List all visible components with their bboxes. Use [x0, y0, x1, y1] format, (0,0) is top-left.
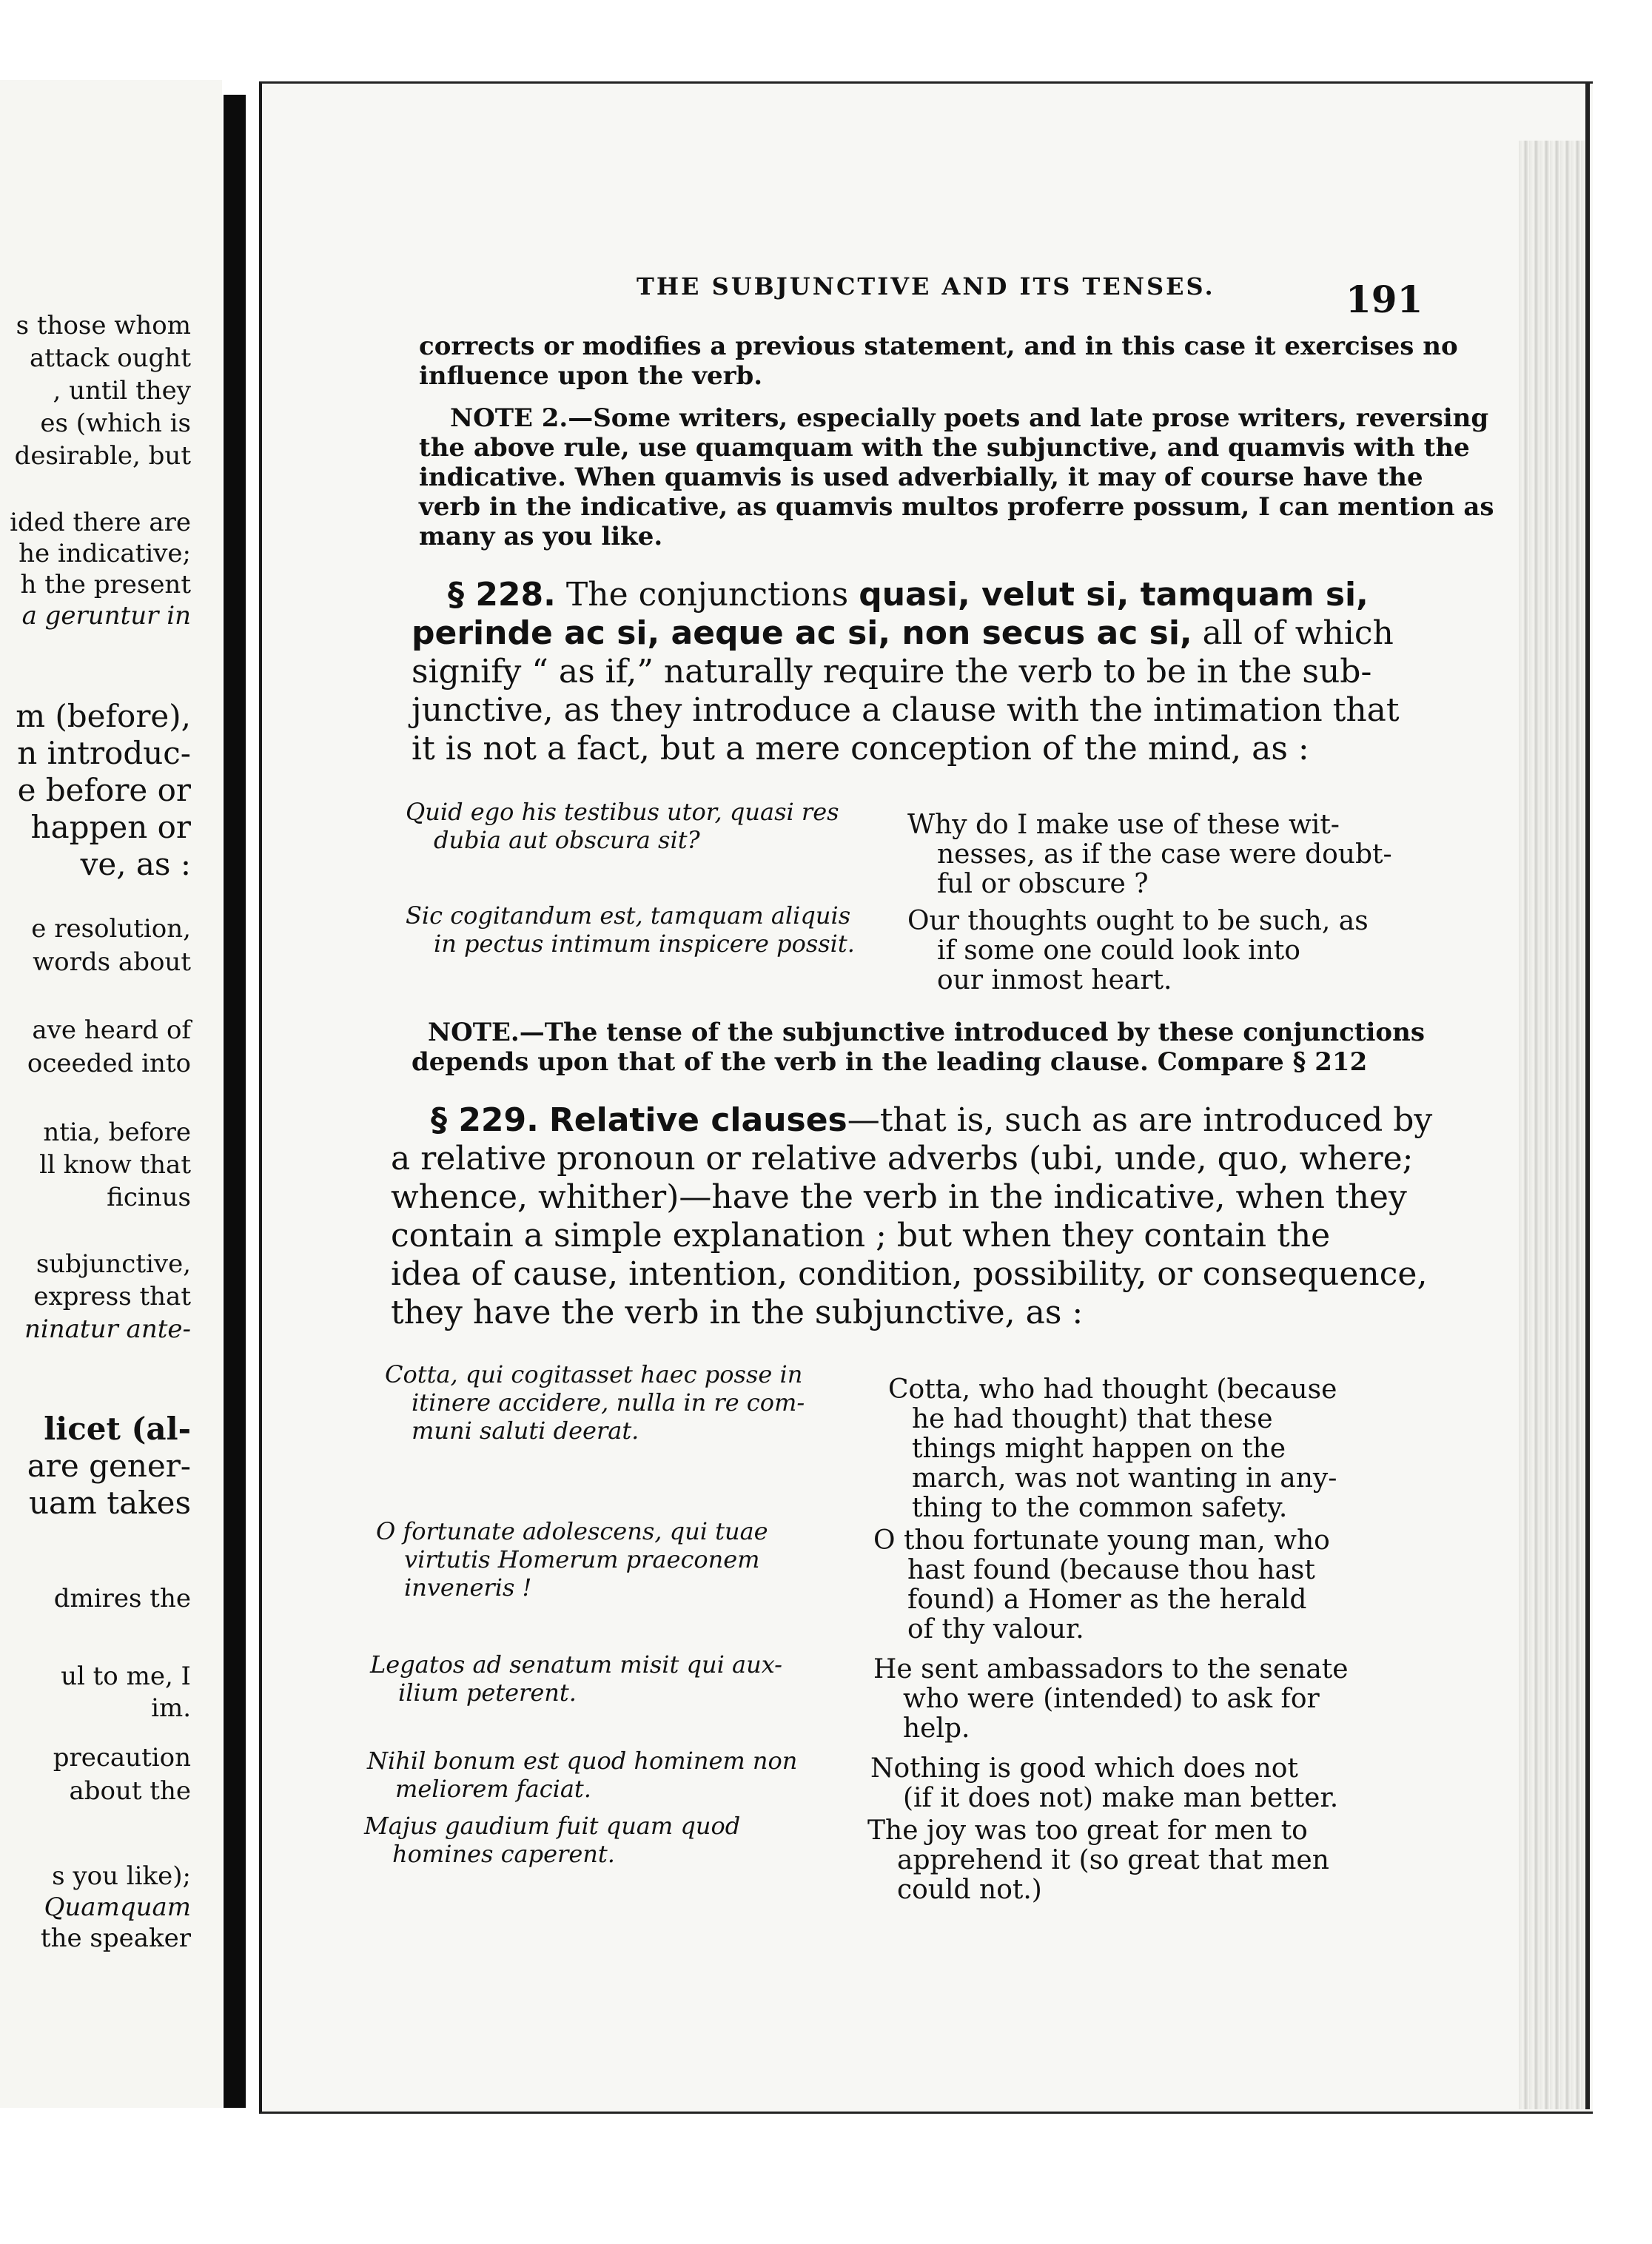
- example-latin: inveneris !: [404, 1573, 532, 1602]
- left-line: happen or: [30, 809, 191, 845]
- example-english: thing to the common safety.: [912, 1493, 1288, 1523]
- left-line: ul to me, I: [61, 1662, 191, 1691]
- example-english: O thou fortunate young man, who: [873, 1525, 1330, 1556]
- left-line: ninatur ante-: [24, 1314, 191, 1344]
- left-line: e resolution,: [31, 914, 191, 944]
- note2-line: NOTE 2.—Some writers, especially poets and late prose writers, reversing: [450, 403, 1489, 433]
- section-228-terms: perinde ac si, aeque ac si, non secus ac si,: [412, 614, 1192, 652]
- note2-line: indicative. When quamvis is used adverbially, it may of course have the: [419, 463, 1423, 492]
- page-edges: [1519, 141, 1590, 2109]
- left-line: about the: [69, 1776, 191, 1806]
- example-latin: dubia aut obscura sit?: [434, 826, 700, 854]
- left-line: ficinus: [107, 1183, 191, 1212]
- note2-line: many as you like.: [419, 522, 663, 551]
- intro-line: influence upon the verb.: [419, 361, 763, 391]
- example-latin: Sic cogitandum est, tamquam aliquis: [406, 901, 851, 930]
- section-229-line: contain a simple explanation ; but when they contain the: [391, 1217, 1331, 1254]
- example-latin: virtutis Homerum praeconem: [404, 1545, 760, 1573]
- left-line: express that: [33, 1282, 191, 1311]
- left-facing-page: [0, 80, 222, 2108]
- left-line: uam takes: [28, 1485, 191, 1521]
- section-228-lead: The conjunctions: [565, 576, 849, 614]
- left-line: m (before),: [16, 698, 191, 734]
- left-line: im.: [151, 1693, 191, 1723]
- left-line: attack ought: [29, 343, 191, 373]
- left-line: precaution: [53, 1743, 191, 1773]
- example-english: The joy was too great for men to: [867, 1815, 1308, 1846]
- section-229-line: they have the verb in the subjunctive, as :: [391, 1294, 1084, 1331]
- left-line: es (which is: [40, 409, 191, 438]
- example-english: of thy valour.: [907, 1614, 1084, 1645]
- left-line: subjunctive,: [36, 1249, 191, 1279]
- example-english: things might happen on the: [912, 1434, 1286, 1464]
- left-line: licet (al-: [44, 1411, 191, 1447]
- example-latin: Majus gaudium fuit quam quod: [364, 1812, 741, 1840]
- left-line: ve, as :: [80, 846, 191, 882]
- left-line: oceeded into: [27, 1049, 191, 1078]
- section-228-number: § 228.: [448, 576, 556, 614]
- example-english: march, was not wanting in any-: [912, 1463, 1337, 1494]
- left-line: ll know that: [39, 1150, 191, 1180]
- example-latin: Cotta, qui cogitasset haec posse in: [385, 1360, 803, 1388]
- section-228-line: it is not a fact, but a mere conception of the mind, as :: [412, 730, 1309, 767]
- example-english: nesses, as if the case were doubt-: [937, 839, 1392, 870]
- example-latin: Nihil bonum est quod hominem non: [367, 1747, 798, 1775]
- example-latin: homines caperent.: [392, 1840, 615, 1868]
- left-line: are gener-: [27, 1448, 191, 1484]
- example-english: found) a Homer as the herald: [907, 1585, 1307, 1615]
- example-english: hast found (because thou hast: [907, 1555, 1315, 1585]
- left-line: Quamquam: [44, 1892, 191, 1922]
- left-line: dmires the: [53, 1584, 191, 1613]
- left-line: desirable, but: [14, 441, 191, 471]
- section-229-line: idea of cause, intention, condition, possibility, or consequence,: [391, 1255, 1428, 1293]
- example-english: Why do I make use of these wit-: [907, 810, 1340, 840]
- page-frame-edge: [1585, 81, 1590, 2109]
- example-latin: itinere accidere, nulla in re com-: [412, 1388, 805, 1417]
- left-line: s those whom: [16, 311, 191, 340]
- section-228-note-line: depends upon that of the verb in the leading clause. Compare § 212: [412, 1047, 1368, 1077]
- example-latin: in pectus intimum inspicere possit.: [434, 930, 855, 958]
- example-english: help.: [903, 1713, 970, 1744]
- example-english: could not.): [897, 1875, 1042, 1905]
- example-english: who were (intended) to ask for: [903, 1684, 1320, 1714]
- example-english: (if it does not) make man better.: [903, 1783, 1339, 1813]
- running-title: THE SUBJUNCTIVE AND ITS TENSES.: [637, 272, 1215, 300]
- note2-line: verb in the indicative, as quamvis multos proferre possum, I can mention as: [419, 492, 1494, 522]
- left-line: words about: [33, 947, 191, 977]
- left-line: e before or: [17, 772, 191, 808]
- left-line: n introduc-: [17, 735, 191, 771]
- example-english: Cotta, who had thought (because: [888, 1374, 1337, 1405]
- section-229-number: § 229.: [431, 1101, 539, 1139]
- example-english: Nothing is good which does not: [870, 1753, 1298, 1784]
- section-228-first-line: [448, 576, 1369, 614]
- note2-line: the above rule, use quamquam with the subjunctive, and quamvis with the: [419, 433, 1470, 463]
- example-latin: muni saluti deerat.: [412, 1417, 639, 1445]
- left-line: ntia, before: [43, 1118, 191, 1147]
- left-line: a geruntur in: [21, 601, 191, 631]
- example-latin: ilium peterent.: [398, 1679, 577, 1707]
- left-line: ave heard of: [32, 1015, 191, 1045]
- section-228-note-line: NOTE.—The tense of the subjunctive introduced by these conjunctions: [428, 1018, 1425, 1047]
- example-english: if some one could look into: [937, 935, 1300, 966]
- section-228-line: junctive, as they introduce a clause with the intimation that: [412, 691, 1400, 729]
- example-english: our inmost heart.: [937, 965, 1172, 995]
- page-number: 191: [1346, 278, 1423, 321]
- section-229-heading: Relative clauses: [548, 1101, 847, 1139]
- example-latin: meliorem faciat.: [395, 1775, 591, 1803]
- example-latin: Legatos ad senatum misit qui aux-: [370, 1650, 782, 1679]
- example-english: he had thought) that these: [912, 1404, 1273, 1434]
- section-228-second-line: [412, 614, 1394, 653]
- section-228-terms: quasi, velut si, tamquam si,: [859, 576, 1369, 614]
- section-229-lead: —that is, such as are introduced by: [847, 1101, 1433, 1139]
- section-229-line: a relative pronoun or relative adverbs (ubi, unde, quo, where;: [391, 1140, 1414, 1178]
- intro-line: corrects or modifies a previous statement, and in this case it exercises no: [419, 332, 1458, 361]
- left-line: ided there are: [10, 508, 191, 537]
- book-spine-shadow: [224, 95, 246, 2108]
- example-latin: Quid ego his testibus utor, quasi res: [406, 798, 839, 826]
- example-latin: O fortunate adolescens, qui tuae: [376, 1517, 768, 1545]
- left-line: the speaker: [40, 1924, 191, 1953]
- left-line: he indicative;: [19, 539, 191, 568]
- left-line: , until they: [53, 376, 191, 406]
- section-229-line: whence, whither)—have the verb in the indicative, when they: [391, 1178, 1407, 1216]
- section-228-line: signify “ as if,” naturally require the verb to be in the sub-: [412, 653, 1372, 691]
- example-english: apprehend it (so great that men: [897, 1845, 1329, 1875]
- left-line: h the present: [20, 570, 191, 599]
- section-229-first-line: [431, 1101, 1432, 1140]
- section-228-tail: all of which: [1202, 614, 1394, 652]
- example-english: He sent ambassadors to the senate: [873, 1654, 1349, 1684]
- example-english: ful or obscure ?: [937, 869, 1149, 899]
- example-english: Our thoughts ought to be such, as: [907, 906, 1369, 936]
- left-line: s you like);: [52, 1861, 191, 1891]
